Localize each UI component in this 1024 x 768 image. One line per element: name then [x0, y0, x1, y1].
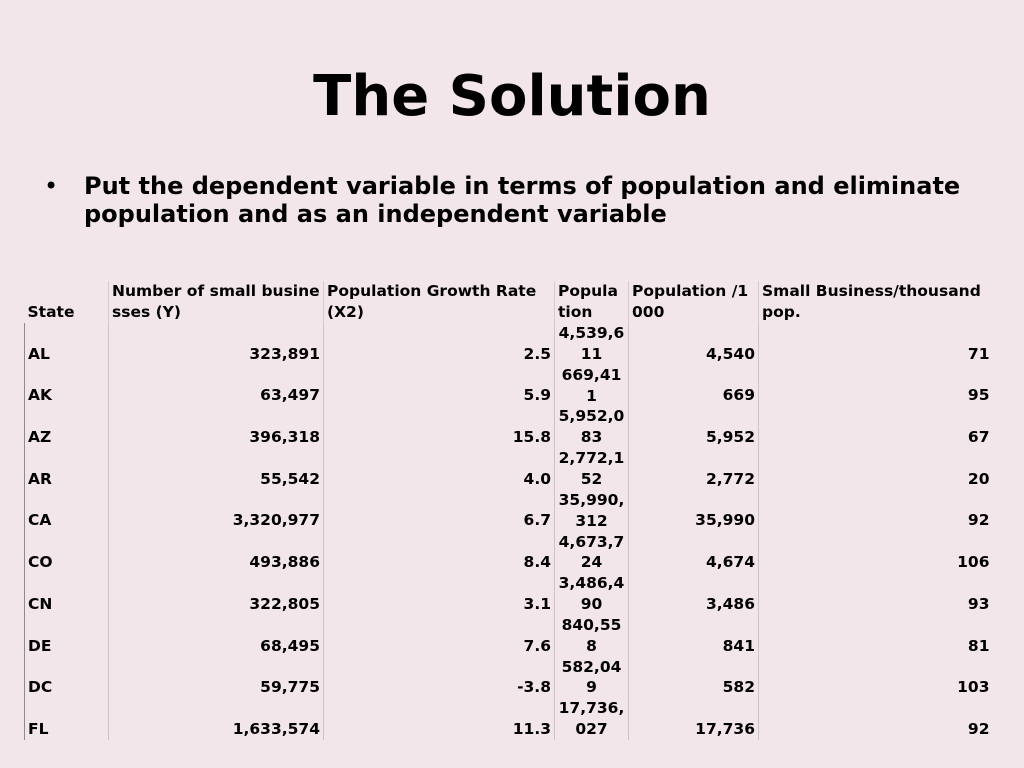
cell-population-per-1000: 5,952 — [629, 406, 759, 448]
cell-population: 4,673,724 — [555, 531, 629, 573]
cell-businesses: 68,495 — [109, 615, 324, 657]
cell-business-per-thousand: 81 — [759, 615, 993, 657]
cell-business-per-thousand: 67 — [759, 406, 993, 448]
cell-state: CN — [25, 573, 109, 615]
table-row — [25, 698, 993, 740]
cell-population-per-1000: 669 — [629, 365, 759, 407]
header-population-per-1000: Population /1000 — [629, 281, 759, 323]
cell-state: DE — [25, 615, 109, 657]
cell-population: 2,772,152 — [555, 448, 629, 490]
cell-state: AL — [25, 323, 109, 365]
cell-population: 4,539,611 — [555, 323, 629, 365]
header-growth-rate: Population Growth Rate (X2) — [324, 281, 555, 323]
table-row — [25, 365, 993, 407]
cell-businesses: 59,775 — [109, 657, 324, 699]
cell-population-per-1000: 841 — [629, 615, 759, 657]
table-row — [25, 531, 993, 573]
cell-population: 3,486,490 — [555, 573, 629, 615]
cell-state: CA — [25, 490, 109, 532]
cell-state: AZ — [25, 406, 109, 448]
cell-businesses: 63,497 — [109, 365, 324, 407]
cell-growth-rate: 11.3 — [324, 698, 555, 740]
header-population: Population — [555, 281, 629, 323]
bullet-symbol: • — [44, 172, 59, 200]
slide-title: The Solution — [313, 64, 711, 129]
cell-business-per-thousand: 71 — [759, 323, 993, 365]
cell-growth-rate: 15.8 — [324, 406, 555, 448]
table-row — [25, 490, 993, 532]
cell-growth-rate: 5.9 — [324, 365, 555, 407]
cell-growth-rate: 6.7 — [324, 490, 555, 532]
cell-growth-rate: 4.0 — [324, 448, 555, 490]
cell-population-per-1000: 4,674 — [629, 531, 759, 573]
cell-population: 17,736,027 — [555, 698, 629, 740]
table-row — [25, 657, 993, 699]
cell-growth-rate: -3.8 — [324, 657, 555, 699]
cell-population-per-1000: 17,736 — [629, 698, 759, 740]
cell-population: 35,990,312 — [555, 490, 629, 532]
cell-growth-rate: 7.6 — [324, 615, 555, 657]
cell-business-per-thousand: 103 — [759, 657, 993, 699]
cell-business-per-thousand: 93 — [759, 573, 993, 615]
cell-population-per-1000: 3,486 — [629, 573, 759, 615]
cell-businesses: 55,542 — [109, 448, 324, 490]
cell-population: 840,558 — [555, 615, 629, 657]
cell-business-per-thousand: 95 — [759, 365, 993, 407]
table-row — [25, 615, 993, 657]
cell-business-per-thousand: 92 — [759, 490, 993, 532]
cell-state: AR — [25, 448, 109, 490]
data-table — [24, 281, 993, 740]
cell-growth-rate: 8.4 — [324, 531, 555, 573]
header-businesses: Number of small businesses (Y) — [109, 281, 324, 323]
table-row — [25, 323, 993, 365]
cell-growth-rate: 3.1 — [324, 573, 555, 615]
cell-state: CO — [25, 531, 109, 573]
cell-state: DC — [25, 657, 109, 699]
cell-population-per-1000: 35,990 — [629, 490, 759, 532]
cell-businesses: 323,891 — [109, 323, 324, 365]
cell-population: 5,952,083 — [555, 406, 629, 448]
cell-businesses: 1,633,574 — [109, 698, 324, 740]
cell-business-per-thousand: 106 — [759, 531, 993, 573]
table-row — [25, 448, 993, 490]
cell-population-per-1000: 582 — [629, 657, 759, 699]
cell-state: AK — [25, 365, 109, 407]
cell-business-per-thousand: 20 — [759, 448, 993, 490]
cell-state: FL — [25, 698, 109, 740]
cell-business-per-thousand: 92 — [759, 698, 993, 740]
table-row — [25, 406, 993, 448]
cell-population-per-1000: 2,772 — [629, 448, 759, 490]
cell-businesses: 3,320,977 — [109, 490, 324, 532]
cell-population: 582,049 — [555, 657, 629, 699]
cell-businesses: 322,805 — [109, 573, 324, 615]
header-state: State — [27, 303, 75, 321]
cell-growth-rate: 2.5 — [324, 323, 555, 365]
cell-businesses: 396,318 — [109, 406, 324, 448]
header-business-per-thousand: Small Business/thousand pop. — [759, 281, 993, 323]
cell-population: 669,411 — [555, 365, 629, 407]
table-header-row — [25, 281, 993, 323]
table-row — [25, 573, 993, 615]
bullet-text: Put the dependent variable in terms of population and eliminate population and as an independent variable — [84, 172, 961, 228]
cell-population-per-1000: 4,540 — [629, 323, 759, 365]
cell-businesses: 493,886 — [109, 531, 324, 573]
